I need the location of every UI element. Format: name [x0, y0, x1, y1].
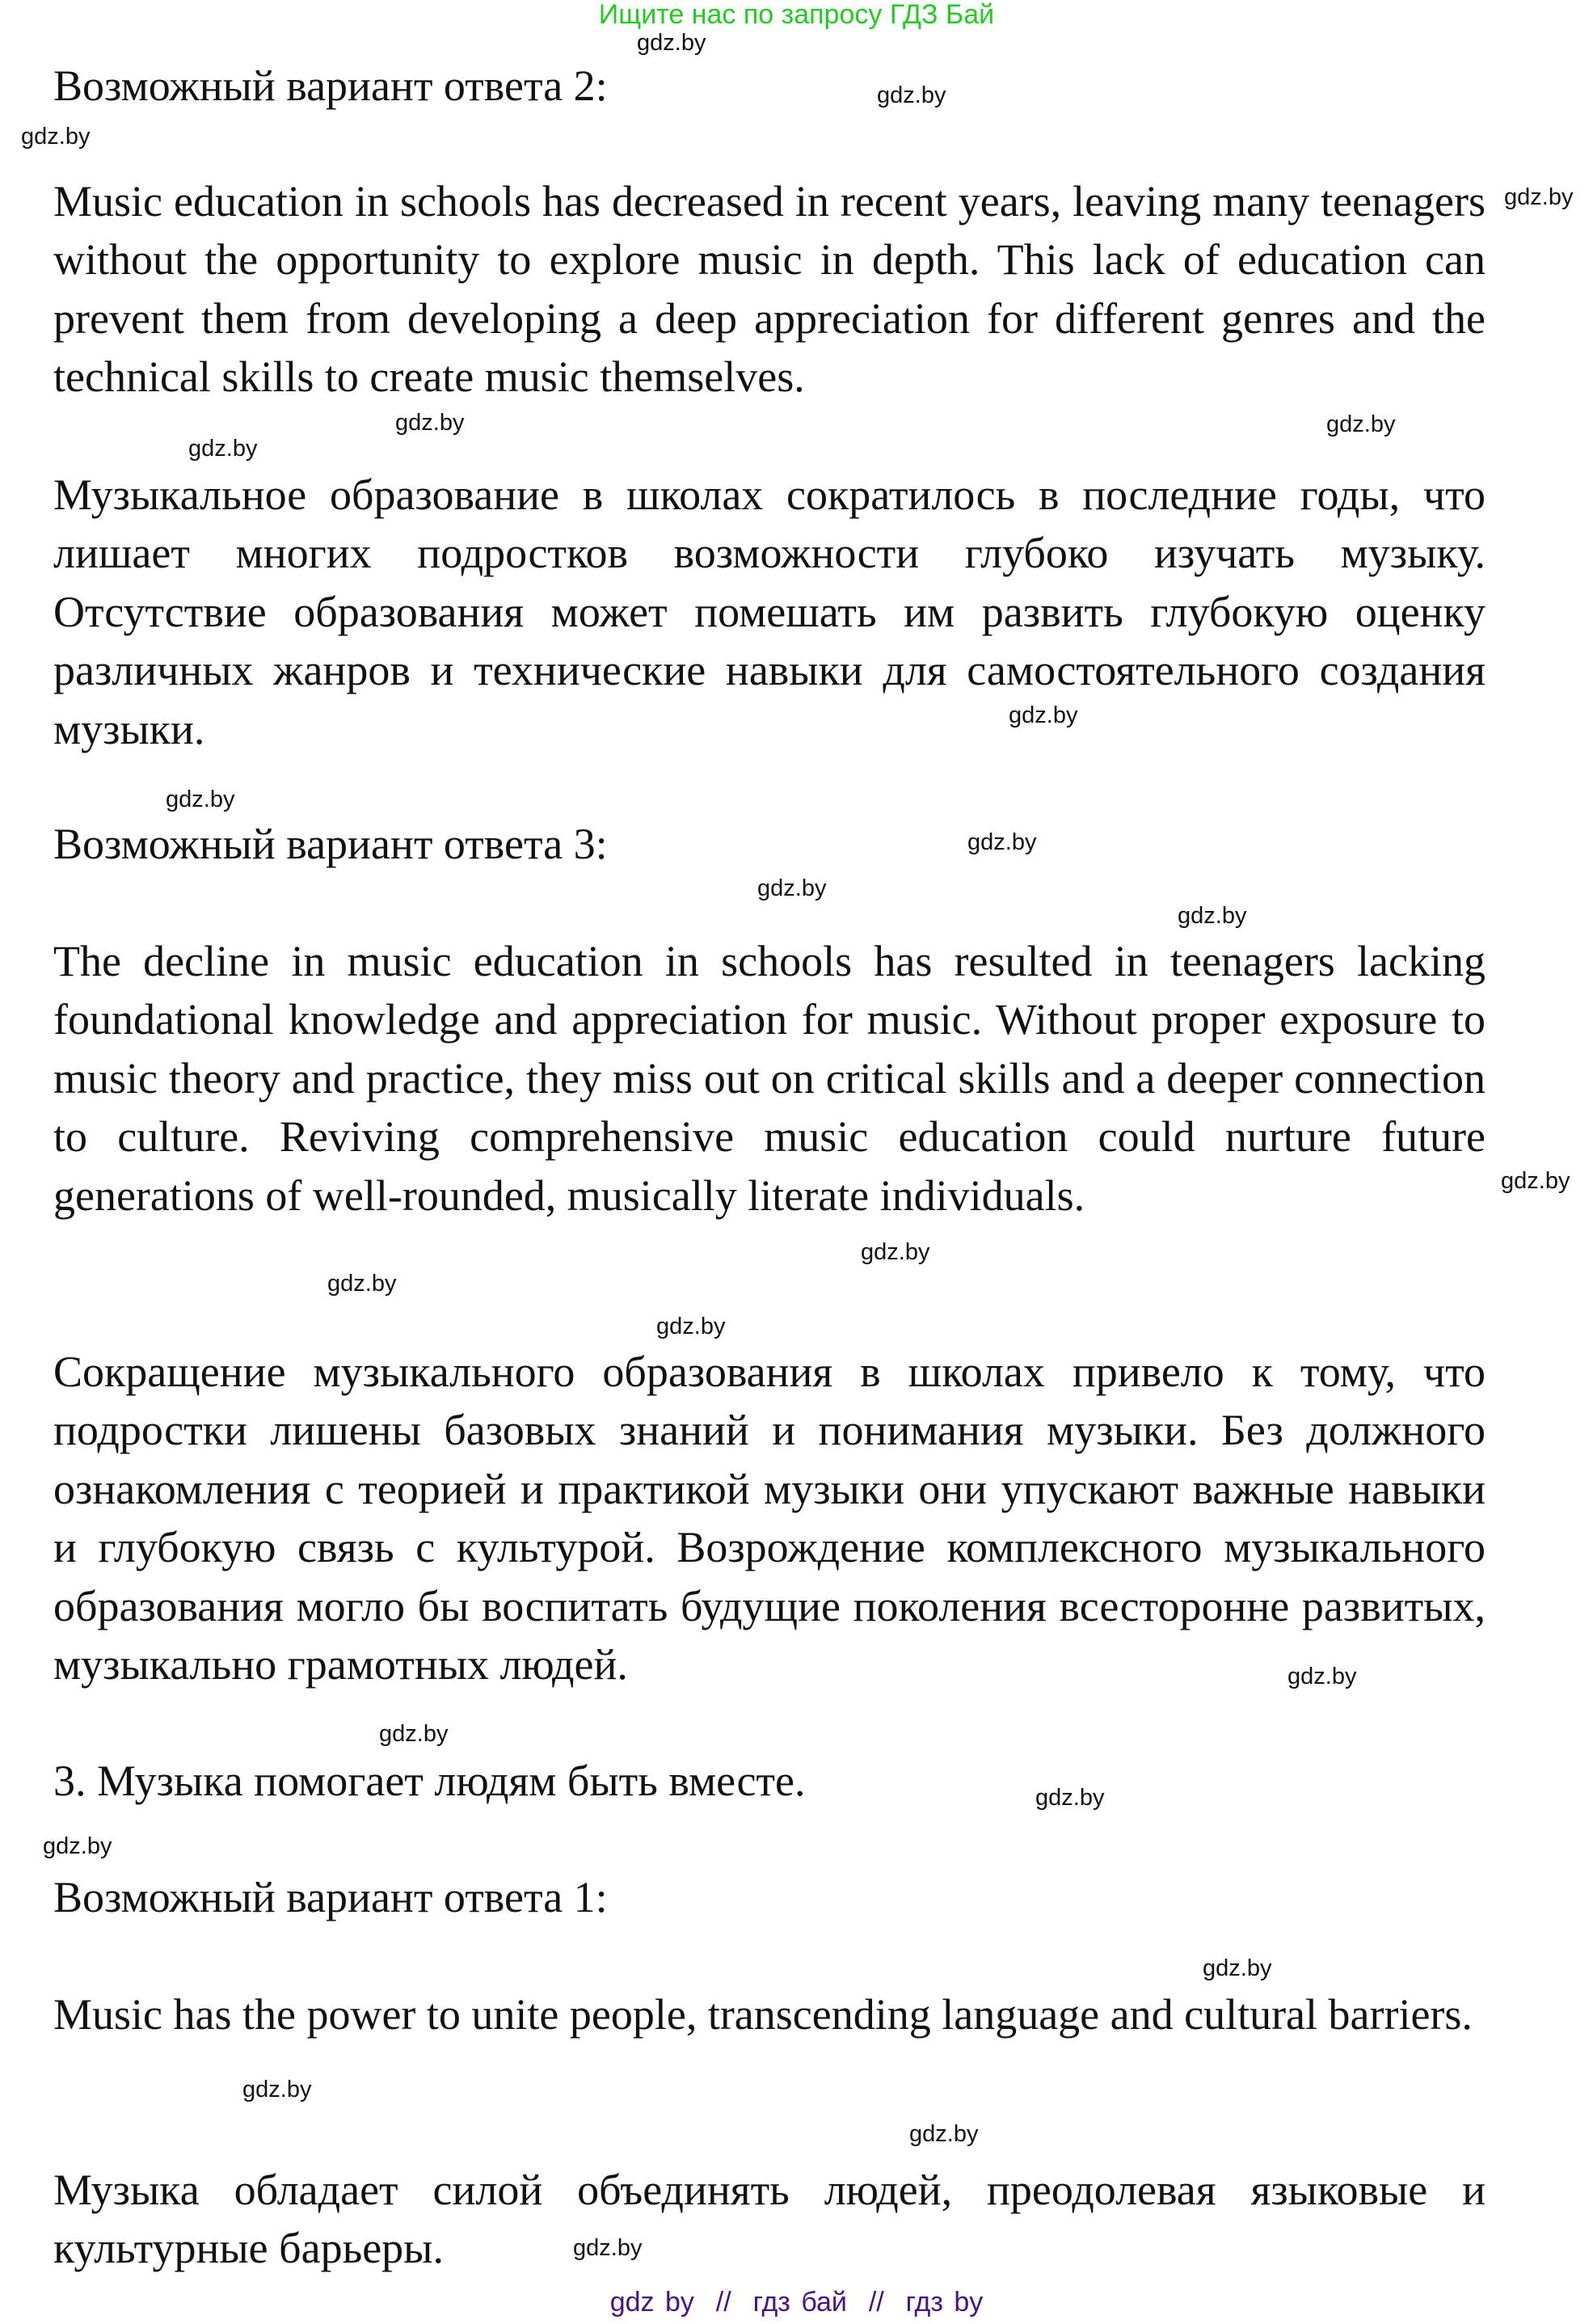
watermark: gdz.by [1203, 1955, 1272, 1981]
watermark: gdz.by [188, 436, 258, 462]
paragraph-russian-2: Музыкальное образование в школах сократилось в последние годы, что лишает многих подростков возможности глубоко изучать музыку. Отсутствие образования может помешать им развить глубокую оценку различных жанров и технические навыки для самостоятельного создания музыки. [53, 470, 1486, 753]
watermark: gdz.by [1326, 411, 1396, 437]
paragraph-english-3: The decline in music education in schools has resulted in teenagers lacking foundational knowledge and appreciation for music. Without proper exposure to music theory and practice, they miss out on critical skills and a deeper connection to culture. Reviving comprehensive music education could nurture future generations of well-rounded, musically literate individuals. [53, 937, 1486, 1220]
watermark: gdz.by [637, 30, 706, 56]
watermark: gdz.by [395, 410, 465, 436]
paragraph-english-2: Music education in schools has decreased in recent years, leaving many teenagers without the opportunity to explore music in depth. This lack of education can prevent them from developing a deep appreciation for different genres and the technical skills to create music themselves. [53, 177, 1486, 402]
watermark: gdz.by [1287, 1664, 1357, 1689]
watermark: gdz.by [573, 2235, 643, 2261]
watermark: gdz.by [1178, 903, 1247, 929]
watermark: gdz.by [166, 787, 235, 812]
heading-variant-1: Возможный вариант ответа 1: [53, 1873, 608, 1921]
watermark: gdz.by [242, 2077, 312, 2103]
footer-links[interactable]: gdz by // гдз бай // гдз by [609, 2287, 984, 2318]
watermark: gdz.by [1035, 1785, 1105, 1811]
watermark: gdz.by [967, 829, 1037, 855]
watermark: gdz.by [909, 2121, 979, 2147]
watermark: gdz.by [43, 1833, 112, 1859]
paragraph-english-1: Music has the power to unite people, transcending language and cultural barriers. [53, 1990, 1473, 2039]
watermark: gdz.by [1504, 184, 1574, 210]
paragraph-russian-1: Музыка обладает силой объединять людей, преодолевая языковые и культурные барьеры. [53, 2166, 1486, 2273]
watermark: gdz.by [877, 82, 946, 108]
search-banner: Ищите нас по запросу ГДЗ Бай [598, 0, 995, 30]
watermark: gdz.by [1501, 1168, 1570, 1194]
watermark: gdz.by [379, 1721, 449, 1747]
heading-variant-3: Возможный вариант ответа 3: [53, 820, 608, 868]
watermark: gdz.by [21, 124, 91, 150]
watermark: gdz.by [327, 1271, 397, 1297]
watermark: gdz.by [861, 1239, 930, 1265]
watermark: gdz.by [1009, 702, 1078, 728]
watermark: gdz.by [757, 875, 827, 901]
heading-variant-2: Возможный вариант ответа 2: [53, 61, 608, 110]
section-heading-3: 3. Музыка помогает людям быть вместе. [53, 1757, 806, 1805]
paragraph-russian-3: Сокращение музыкального образования в школах привело к тому, что подростки лишены базовых знаний и понимания музыки. Без должного ознакомления с теорией и практикой музыки они упускают важные навыки и глубокую связь с культурой. Возрождение комплексного музыкального образования могло бы воспитать будущие поколения всесторонне развитых, музыкально грамотных людей. [53, 1348, 1486, 1689]
watermark: gdz.by [656, 1314, 726, 1339]
